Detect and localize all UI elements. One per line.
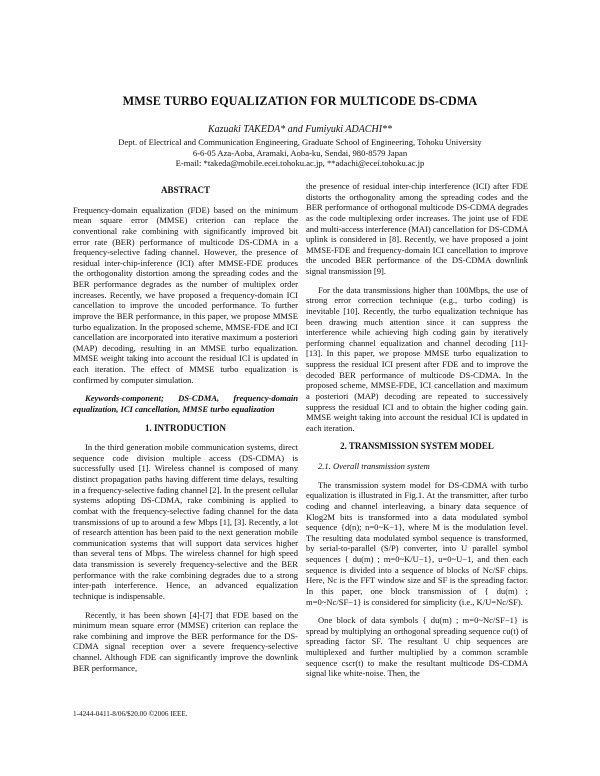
paper-authors: Kazuaki TAKEDA* and Fumiyuki ADACHI** xyxy=(207,124,393,135)
copyright-footer: 1-4244-0411-8/06/$20.00 ©2006 IEEE. xyxy=(73,710,188,718)
section-2-paragraph-2: One block of data symbols { du(m) ; m=0~Nc/SF−1} is spread by multiplying an orthogonal spreading sequence cu(t) of spreading factor SF. The resultant U chip sequences are multiplexed and further multiplied by a common scramble sequence cscr(t) to make the resultant multicode DS-CDMA signal like white-noise. Then, the xyxy=(306,615,528,679)
intro-paragraph-2: Recently, it has been shown [4]-[7] that FDE based on the minimum mean square error (MMSE) criterion can replace the rake combining and improve the BER performance for the DS-CDMA signal reception over a severe frequency-selective channel. Although FDE can significantly improve the downlink BER performance, xyxy=(73,609,298,673)
intro-paragraph-4: For the data transmissions higher than 100Mbps, the use of strong error correction technique (e.g., turbo coding) is inevitable [10]. Recently, the turbo equalization technique has been drawing much attention since it can suppress the interference while achieving high coding gain by iteratively performing channel equalization and channel decoding [11]-[13]. In this paper, we propose MMSE turbo equalization to suppress the residual ICI present after FDE and to improve the decoded BER performance of multicode DS-CDMA. In the proposed scheme, MMSE-FDE, ICI cancellation and maximum a posteriori (MAP) decoding are repeated to successively suppress the residual ICI and to obtain the higher coding gain. MMSE weight taking into account the residual ICI is updated in each iteration. xyxy=(306,284,528,433)
section-2-heading: 2. TRANSMISSION SYSTEM MODEL xyxy=(340,441,494,452)
paper-title: MMSE TURBO EQUALIZATION FOR MULTICODE DS-CDMA xyxy=(122,94,478,108)
intro-paragraph-1: In the third generation mobile communication systems, direct sequence code division multiple access (DS-CDMA) is successfully used [1]. Wireless channel is composed of many distinct propagation paths having different time delays, resulting in a frequency-selective fading channel [2]. In the present cellular systems adopting DS-CDMA, rake combining is applied to combat with the frequency-selective fading channel for the data transmissions of up to around a few Mbps [1], [3]. Recently, a lot of research attention has been paid to the next generation mobile communication systems that will support data services higher than several tens of Mbps. The wireless channel for high speed data transmission is severely frequency-selective and the BER performance with the rake combining degrades due to a strong inter-path interference. Hence, an advanced equalization technique is indispensable. xyxy=(73,442,298,601)
affiliation-email: E-mail: *takeda@mobile.ecei.tohoku.ac.jp, **adachi@ecei.tohoku.ac.jp xyxy=(175,158,425,169)
right-column xyxy=(306,181,528,687)
subsection-2-1-heading: 2.1. Overall transmission system xyxy=(318,461,430,471)
affiliation-dept: Dept. of Electrical and Communication Engineering, Graduate School of Engineering, Tohoku University xyxy=(118,137,482,147)
keywords: Keywords-component; DS-CDMA, frequency-domain equalization, ICI cancellation, MMSE turbo equalization xyxy=(73,393,298,414)
affiliation-block xyxy=(0,137,600,169)
intro-paragraph-3: the presence of residual inter-chip interference (ICI) after FDE distorts the orthogonality among the spreading codes and the BER performance of orthogonal multicode DS-CDMA degrades as the code multiplexing order increases. The joint use of FDE and multi-access interference (MAI) cancellation for DS-CDMA uplink is considered in [8]. Recently, we have proposed a joint MMSE-FDE and frequency-domain ICI cancellation to improve the uncoded BER performance of the DS-CDMA downlink signal transmission [9]. xyxy=(306,181,528,276)
introduction-heading: 1. INTRODUCTION xyxy=(144,422,226,433)
left-column xyxy=(73,181,298,681)
abstract-paragraph: Frequency-domain equalization (FDE) based on the minimum mean square error (MMSE) criterion can replace the conventional rake combining with significantly improved bit error rate (BER) performance of multicode DS-CDMA in a frequency-selective fading channel. However, the presence of residual inter-chip-inference (ICI) after MMSE-FDE produces the orthogonality distortion among the spreading codes and the BER performance degrades as the number of multiplex order increases. Recently, we have proposed a frequency-domain ICI cancellation to improve the uncoded performance. To further improve the BER performance, in this paper, we propose MMSE turbo equalization. In the proposed scheme, MMSE-FDE and ICI cancellation are incorporated into iterative maximum a posteriori (MAP) decoding, resulting in an MMSE turbo equalization. MMSE weight taking into account the residual ICI is updated in each iteration. The effect of MMSE turbo equalization is confirmed by computer simulation. xyxy=(73,204,298,385)
section-2-paragraph-1: The transmission system model for DS-CDMA with turbo equalization is illustrated in Fig.1. At the transmitter, after turbo coding and channel interleaving, a binary data sequence of Klog2M bits is transformed into a data modulated symbol sequence {d(n); n=0~K−1}, where M is the modulation level. The resulting data modulated symbol sequence is transformed, by serial-to-parallel (S/P) converter, into U parallel symbol sequences { du(m) ; m=0~K/U−1}, u=0~U−1, and then each sequence is divided into a sequence of blocks of Nc/SF chips. Here, Nc is the FFT window size and SF is the spreading factor. In this paper, one block transmission of { du(m) ; m=0~Nc/SF−1} is considered for simplicity (i.e., K/U=Nc/SF). xyxy=(306,479,528,607)
abstract-heading: ABSTRACT xyxy=(160,185,210,195)
affiliation-address: 6-6-05 Aza-Aoba, Aramaki, Aoba-ku, Sendai, 980-8579 Japan xyxy=(192,147,408,158)
